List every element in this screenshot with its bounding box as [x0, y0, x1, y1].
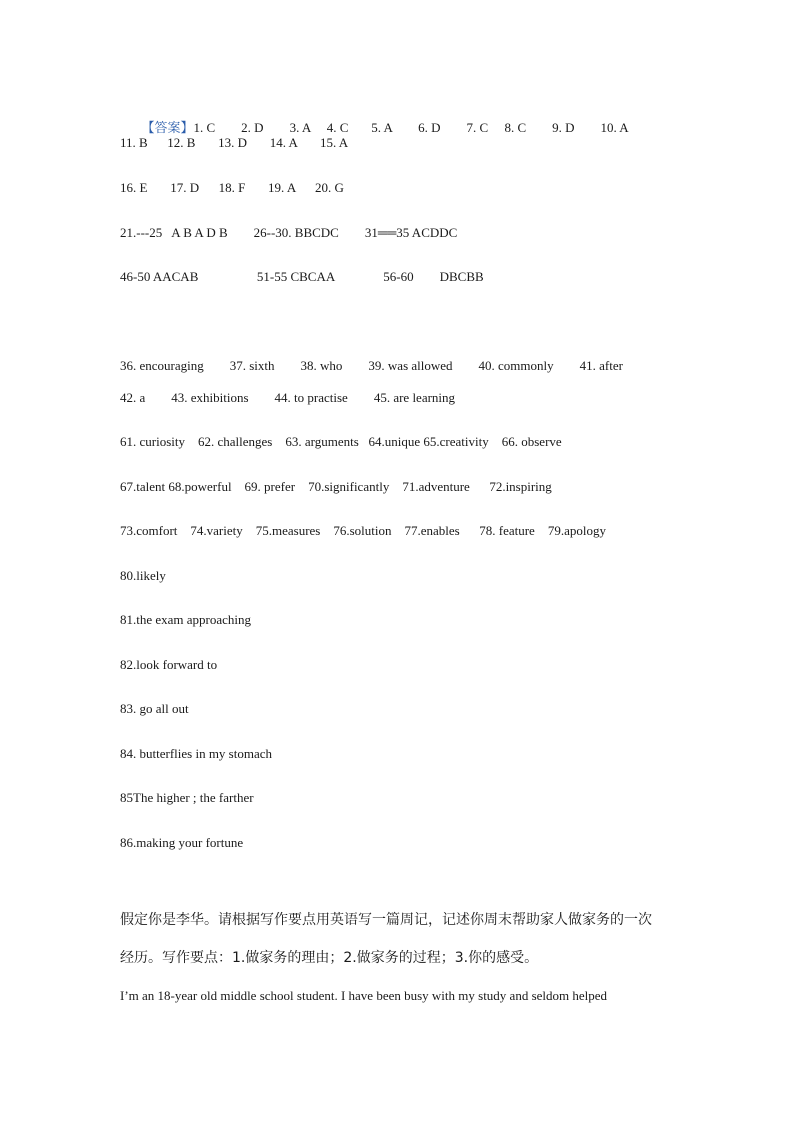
answers-46-60: 46-50 AACAB 51-55 CBCAA 56-60 DBCBB [120, 269, 484, 284]
answers-1-10: 1. C 2. D 3. A 4. C 5. A 6. D 7. C 8. C 9. D 10. A [193, 120, 629, 135]
answers-tag: 【答案】 [141, 120, 194, 135]
answer-86: 86.making your fortune [120, 835, 244, 850]
answers-73-79: 73.comfort 74.variety 75.measures 76.solution 77.enables 78. feature 79.apology [120, 523, 606, 538]
answer-85: 85The higher ; the farther [120, 790, 254, 805]
answers-42-45: 42. a 43. exhibitions 44. to practise 45. are learning [120, 390, 456, 405]
answers-36-41: 36. encouraging 37. sixth 38. who 39. was allowed 40. commonly 41. after [120, 358, 623, 373]
answer-80: 80.likely [120, 568, 166, 583]
answer-81: 81.the exam approaching [120, 612, 252, 627]
answers-16-20: 16. E 17. D 18. F 19. A 20. G [120, 180, 344, 195]
answers-line [135, 104, 629, 136]
answers-11-15: 11. B 12. B 13. D 14. A 15. A [120, 135, 349, 150]
answers-61-66: 61. curiosity 62. challenges 63. arguments 64.unique 65.creativity 66. observe [120, 434, 562, 449]
writing-prompt-line-2: 经历。写作要点：1.做家务的理由；2.做家务的过程；3.你的感受。 [120, 950, 539, 966]
answer-82: 82.look forward to [120, 657, 218, 672]
answers-67-72: 67.talent 68.powerful 69. prefer 70.significantly 71.adventure 72.inspiring [120, 479, 552, 494]
answer-83: 83. go all out [120, 701, 189, 716]
writing-prompt-line-1: 假定你是李华。请根据写作要点用英语写一篇周记，记述你周末帮助家人做家务的一次 [120, 912, 652, 928]
essay-first-line: I’m an 18-year old middle school student. I have been busy with my study and seldom helped [120, 988, 608, 1003]
answers-21-35: 21.---25 A B A D B 26--30. BBCDC 31══35 ACDDC [120, 225, 458, 240]
answer-84: 84. butterflies in my stomach [120, 746, 273, 761]
